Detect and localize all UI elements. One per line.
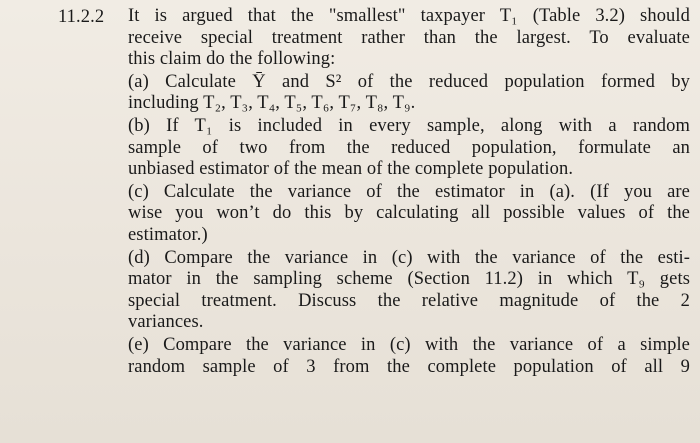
part-e-line-1: (e) Compare the variance in (c) with the variance of a simple	[128, 334, 690, 355]
intro-line-3: this claim do the following:	[128, 49, 336, 70]
part-d-line-3: special treatment. Discuss the relative magnitude of the 2	[128, 290, 690, 311]
intro-line-1: It is argued that the "smallest" taxpayer T₁ (Table 3.2) should	[128, 6, 690, 26]
part-d-line-1: (d) Compare the variance in (c) with the variance of the esti-	[128, 247, 690, 268]
part-b-line-1: (b) If T₁ is included in every sample, along with a random	[128, 115, 690, 136]
problem-body	[128, 6, 690, 378]
part-d-line-2: mator in the sampling scheme (Section 11.2) in which T₉ gets	[128, 269, 690, 290]
part-c-line-3: estimator.)	[128, 224, 208, 245]
part-a-line-2: including T₂, T₃, T₄, T₅, T₆, T₇, T₈, T₉.	[128, 93, 416, 114]
part-d-line-4: variances.	[128, 312, 204, 333]
intro-line-2: receive special treatment rather than the largest. To evaluate	[128, 27, 690, 48]
part-c-line-2: wise you won’t do this by calculating all possible values of the	[128, 203, 690, 224]
problem-number: 11.2.2	[58, 7, 105, 27]
part-c-line-1: (c) Calculate the variance of the estimator in (a). (If you are	[128, 181, 690, 202]
part-a-line-1: (a) Calculate Ȳ and S² of the reduced population formed by	[128, 71, 690, 92]
part-e-line-2: random sample of 3 from the complete population of all 9	[128, 356, 690, 377]
part-b-line-2: sample of two from the reduced population, formulate an	[128, 137, 690, 158]
part-b-line-3: unbiased estimator of the mean of the complete population.	[128, 159, 574, 180]
